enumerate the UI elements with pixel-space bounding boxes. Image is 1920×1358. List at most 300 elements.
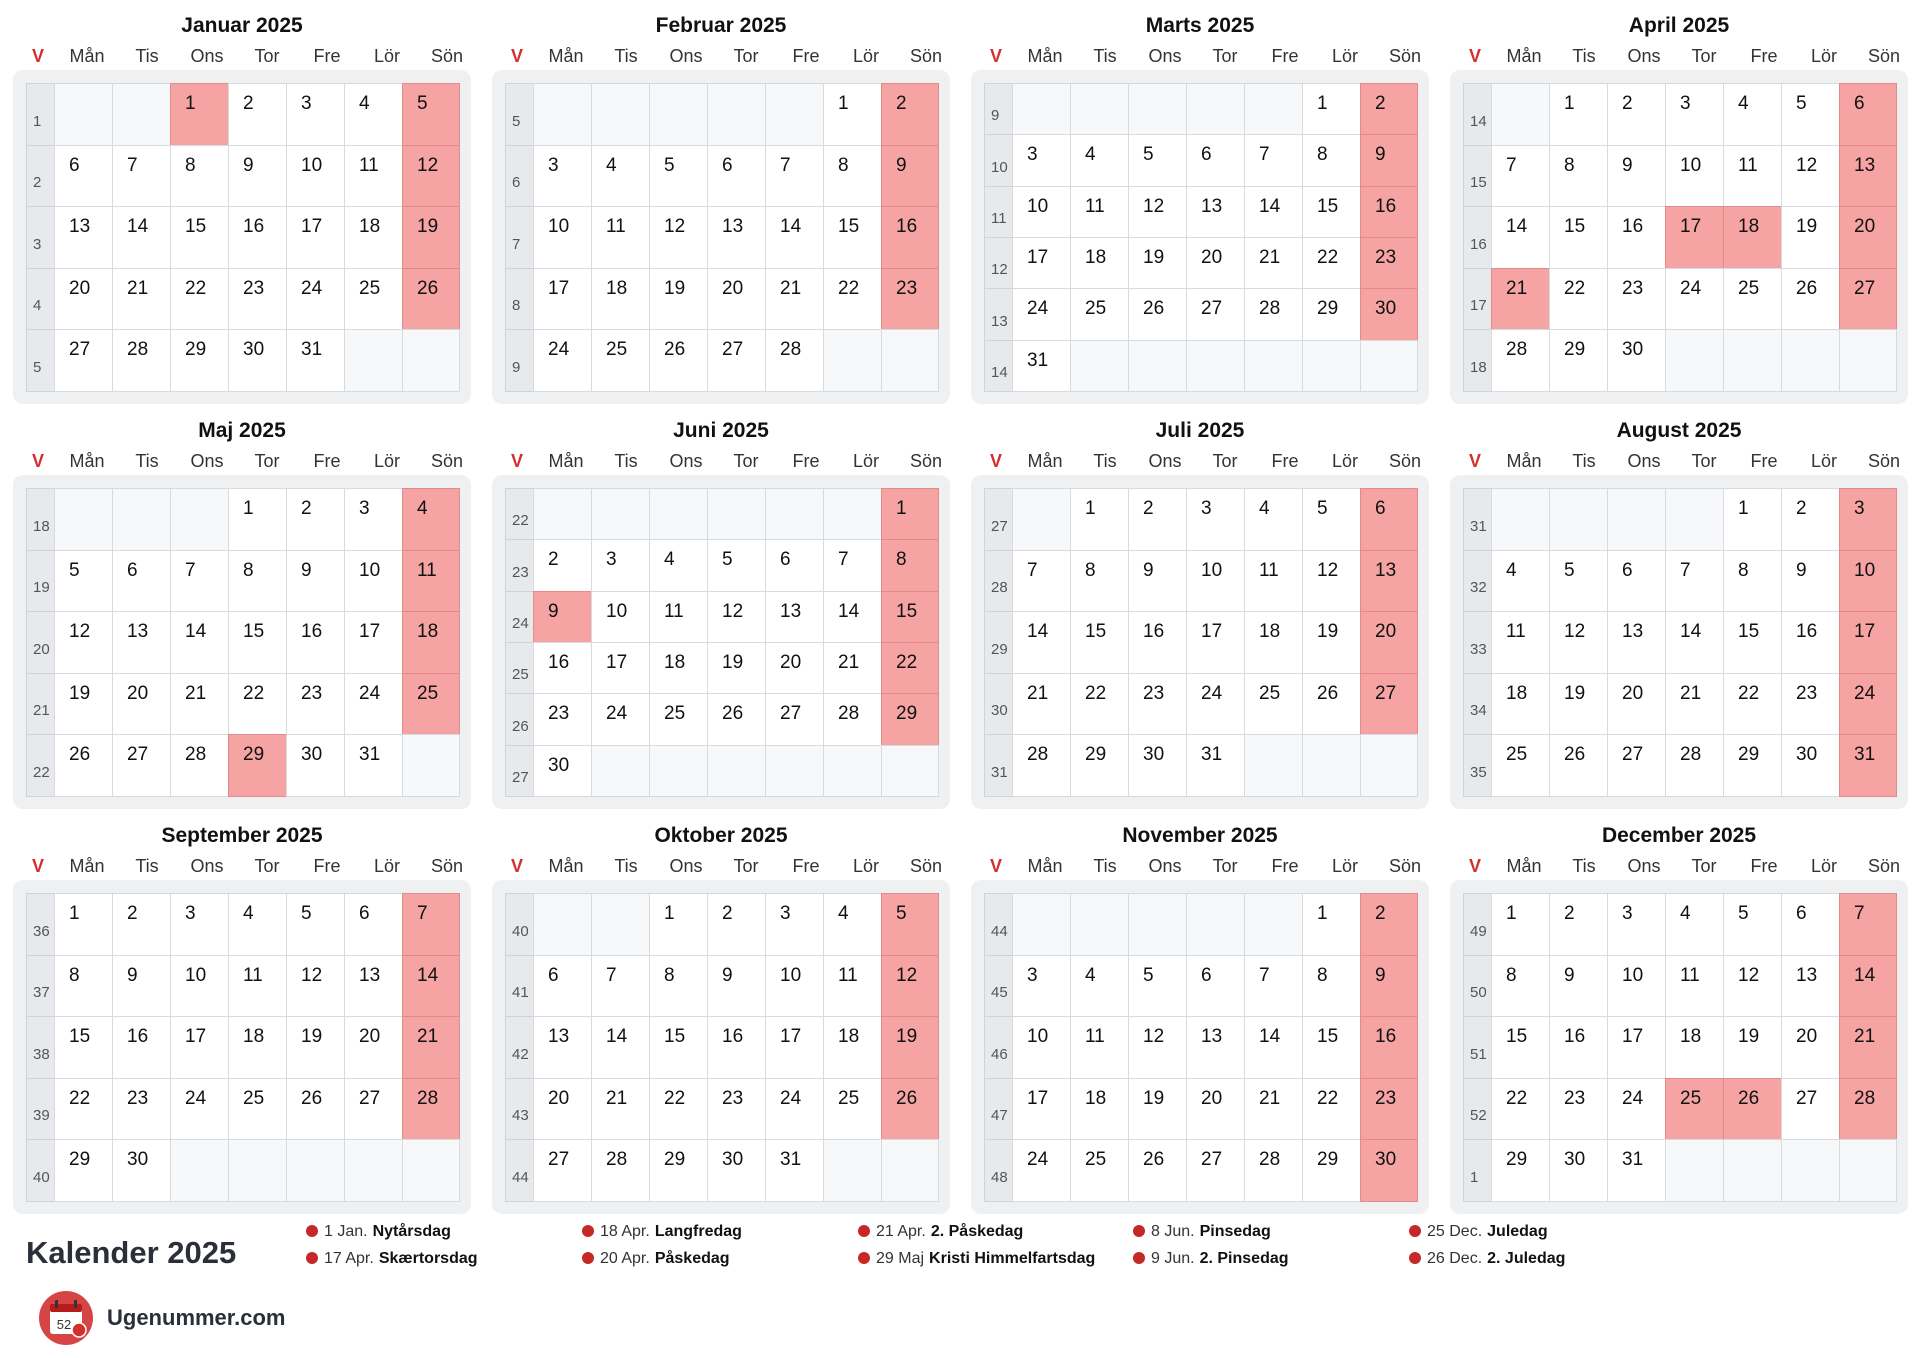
- day-cell[interactable]: [533, 539, 592, 592]
- day-cell[interactable]: [286, 206, 345, 269]
- sunday-cell[interactable]: [1360, 488, 1418, 551]
- day-cell[interactable]: [54, 673, 113, 735]
- day-cell[interactable]: [344, 268, 403, 330]
- day-cell[interactable]: [765, 539, 824, 592]
- day-cell[interactable]: [112, 673, 171, 735]
- day-cell[interactable]: [1723, 1016, 1782, 1079]
- day-cell[interactable]: [649, 145, 708, 207]
- day-cell[interactable]: [1302, 611, 1361, 674]
- day-cell[interactable]: [1012, 186, 1071, 238]
- day-cell[interactable]: [1186, 550, 1245, 612]
- day-cell[interactable]: [1665, 145, 1724, 207]
- day-cell[interactable]: [1128, 1139, 1187, 1202]
- day-cell[interactable]: [1128, 1016, 1187, 1079]
- sunday-cell[interactable]: [1360, 673, 1418, 735]
- day-cell[interactable]: [765, 893, 824, 956]
- day-cell[interactable]: [707, 591, 766, 643]
- day-cell[interactable]: [533, 1139, 592, 1202]
- day-cell[interactable]: [344, 145, 403, 207]
- day-cell[interactable]: [1070, 673, 1129, 735]
- day-cell[interactable]: [228, 955, 287, 1017]
- day-cell[interactable]: [228, 893, 287, 956]
- sunday-cell[interactable]: [402, 268, 460, 330]
- day-cell[interactable]: [1128, 186, 1187, 238]
- day-cell[interactable]: [286, 488, 345, 551]
- day-cell[interactable]: [1012, 1139, 1071, 1202]
- day-cell[interactable]: [1012, 734, 1071, 797]
- day-cell[interactable]: [1549, 550, 1608, 612]
- sunday-cell[interactable]: [1360, 83, 1418, 135]
- day-cell[interactable]: [112, 145, 171, 207]
- holiday-day-cell[interactable]: [1665, 206, 1724, 269]
- day-cell[interactable]: [228, 268, 287, 330]
- day-cell[interactable]: [112, 329, 171, 392]
- day-cell[interactable]: [1781, 488, 1840, 551]
- day-cell[interactable]: [228, 1016, 287, 1079]
- sunday-cell[interactable]: [881, 539, 939, 592]
- day-cell[interactable]: [1549, 955, 1608, 1017]
- day-cell[interactable]: [1244, 134, 1303, 187]
- day-cell[interactable]: [1302, 1078, 1361, 1140]
- day-cell[interactable]: [286, 893, 345, 956]
- day-cell[interactable]: [1491, 1078, 1550, 1140]
- day-cell[interactable]: [54, 1139, 113, 1202]
- day-cell[interactable]: [765, 1016, 824, 1079]
- sunday-cell[interactable]: [881, 955, 939, 1017]
- day-cell[interactable]: [1607, 550, 1666, 612]
- day-cell[interactable]: [649, 268, 708, 330]
- day-cell[interactable]: [1128, 955, 1187, 1017]
- day-cell[interactable]: [1302, 1016, 1361, 1079]
- sunday-cell[interactable]: [881, 488, 939, 540]
- day-cell[interactable]: [1302, 955, 1361, 1017]
- holiday-day-cell[interactable]: [533, 591, 592, 643]
- sunday-cell[interactable]: [1360, 955, 1418, 1017]
- day-cell[interactable]: [1723, 611, 1782, 674]
- day-cell[interactable]: [1607, 268, 1666, 330]
- sunday-cell[interactable]: [1839, 673, 1897, 735]
- day-cell[interactable]: [1781, 145, 1840, 207]
- day-cell[interactable]: [707, 539, 766, 592]
- day-cell[interactable]: [1070, 488, 1129, 551]
- day-cell[interactable]: [765, 1078, 824, 1140]
- day-cell[interactable]: [1244, 611, 1303, 674]
- day-cell[interactable]: [649, 1016, 708, 1079]
- day-cell[interactable]: [823, 1016, 882, 1079]
- day-cell[interactable]: [1723, 83, 1782, 146]
- day-cell[interactable]: [533, 329, 592, 392]
- day-cell[interactable]: [1128, 288, 1187, 341]
- day-cell[interactable]: [1186, 488, 1245, 551]
- day-cell[interactable]: [228, 329, 287, 392]
- day-cell[interactable]: [1491, 955, 1550, 1017]
- day-cell[interactable]: [1781, 268, 1840, 330]
- day-cell[interactable]: [1186, 288, 1245, 341]
- sunday-cell[interactable]: [402, 83, 460, 146]
- day-cell[interactable]: [1781, 1016, 1840, 1079]
- logo-text[interactable]: Ugenummer.com: [107, 1305, 286, 1330]
- day-cell[interactable]: [1781, 893, 1840, 956]
- day-cell[interactable]: [649, 591, 708, 643]
- day-cell[interactable]: [1491, 734, 1550, 797]
- day-cell[interactable]: [1607, 83, 1666, 146]
- day-cell[interactable]: [1302, 186, 1361, 238]
- day-cell[interactable]: [344, 893, 403, 956]
- day-cell[interactable]: [533, 745, 592, 797]
- day-cell[interactable]: [286, 550, 345, 612]
- day-cell[interactable]: [170, 268, 229, 330]
- day-cell[interactable]: [228, 488, 287, 551]
- day-cell[interactable]: [591, 591, 650, 643]
- sunday-cell[interactable]: [1839, 1078, 1897, 1140]
- day-cell[interactable]: [533, 145, 592, 207]
- holiday-day-cell[interactable]: [1723, 1078, 1782, 1140]
- day-cell[interactable]: [112, 1139, 171, 1202]
- day-cell[interactable]: [591, 642, 650, 694]
- day-cell[interactable]: [707, 693, 766, 746]
- day-cell[interactable]: [533, 268, 592, 330]
- day-cell[interactable]: [54, 1016, 113, 1079]
- day-cell[interactable]: [591, 268, 650, 330]
- sunday-cell[interactable]: [1360, 1078, 1418, 1140]
- day-cell[interactable]: [1549, 734, 1608, 797]
- day-cell[interactable]: [1665, 673, 1724, 735]
- day-cell[interactable]: [533, 1078, 592, 1140]
- day-cell[interactable]: [170, 206, 229, 269]
- day-cell[interactable]: [1302, 488, 1361, 551]
- day-cell[interactable]: [533, 955, 592, 1017]
- day-cell[interactable]: [1607, 955, 1666, 1017]
- day-cell[interactable]: [823, 145, 882, 207]
- day-cell[interactable]: [286, 734, 345, 797]
- day-cell[interactable]: [765, 642, 824, 694]
- sunday-cell[interactable]: [881, 642, 939, 694]
- day-cell[interactable]: [170, 145, 229, 207]
- sunday-cell[interactable]: [402, 611, 460, 674]
- day-cell[interactable]: [1491, 550, 1550, 612]
- day-cell[interactable]: [1070, 186, 1129, 238]
- day-cell[interactable]: [112, 955, 171, 1017]
- day-cell[interactable]: [1070, 237, 1129, 289]
- sunday-cell[interactable]: [1360, 550, 1418, 612]
- sunday-cell[interactable]: [402, 955, 460, 1017]
- day-cell[interactable]: [286, 611, 345, 674]
- day-cell[interactable]: [1128, 237, 1187, 289]
- day-cell[interactable]: [1607, 1139, 1666, 1202]
- day-cell[interactable]: [286, 145, 345, 207]
- day-cell[interactable]: [707, 893, 766, 956]
- day-cell[interactable]: [1607, 673, 1666, 735]
- sunday-cell[interactable]: [1839, 1016, 1897, 1079]
- day-cell[interactable]: [1186, 673, 1245, 735]
- day-cell[interactable]: [1302, 550, 1361, 612]
- day-cell[interactable]: [112, 734, 171, 797]
- day-cell[interactable]: [1665, 611, 1724, 674]
- day-cell[interactable]: [1302, 237, 1361, 289]
- holiday-day-cell[interactable]: [1723, 206, 1782, 269]
- day-cell[interactable]: [1128, 550, 1187, 612]
- sunday-cell[interactable]: [881, 206, 939, 269]
- sunday-cell[interactable]: [1839, 145, 1897, 207]
- sunday-cell[interactable]: [1360, 186, 1418, 238]
- day-cell[interactable]: [823, 955, 882, 1017]
- day-cell[interactable]: [1549, 145, 1608, 207]
- day-cell[interactable]: [286, 83, 345, 146]
- day-cell[interactable]: [649, 893, 708, 956]
- holiday-day-cell[interactable]: [1665, 1078, 1724, 1140]
- day-cell[interactable]: [170, 955, 229, 1017]
- day-cell[interactable]: [1302, 673, 1361, 735]
- day-cell[interactable]: [1607, 611, 1666, 674]
- sunday-cell[interactable]: [402, 206, 460, 269]
- sunday-cell[interactable]: [881, 1016, 939, 1079]
- day-cell[interactable]: [1665, 734, 1724, 797]
- day-cell[interactable]: [344, 611, 403, 674]
- sunday-cell[interactable]: [881, 83, 939, 146]
- day-cell[interactable]: [649, 539, 708, 592]
- day-cell[interactable]: [344, 955, 403, 1017]
- day-cell[interactable]: [1549, 893, 1608, 956]
- day-cell[interactable]: [765, 268, 824, 330]
- day-cell[interactable]: [1491, 145, 1550, 207]
- sunday-cell[interactable]: [1360, 134, 1418, 187]
- day-cell[interactable]: [533, 1016, 592, 1079]
- day-cell[interactable]: [765, 591, 824, 643]
- sunday-cell[interactable]: [881, 893, 939, 956]
- day-cell[interactable]: [1128, 488, 1187, 551]
- day-cell[interactable]: [1012, 1016, 1071, 1079]
- day-cell[interactable]: [823, 642, 882, 694]
- day-cell[interactable]: [228, 145, 287, 207]
- sunday-cell[interactable]: [402, 1078, 460, 1140]
- day-cell[interactable]: [1665, 1016, 1724, 1079]
- day-cell[interactable]: [1665, 955, 1724, 1017]
- day-cell[interactable]: [286, 329, 345, 392]
- day-cell[interactable]: [1607, 1078, 1666, 1140]
- day-cell[interactable]: [823, 83, 882, 146]
- day-cell[interactable]: [823, 693, 882, 746]
- day-cell[interactable]: [1607, 206, 1666, 269]
- day-cell[interactable]: [1723, 955, 1782, 1017]
- day-cell[interactable]: [1491, 1139, 1550, 1202]
- day-cell[interactable]: [1302, 134, 1361, 187]
- sunday-cell[interactable]: [881, 145, 939, 207]
- day-cell[interactable]: [54, 893, 113, 956]
- day-cell[interactable]: [707, 206, 766, 269]
- day-cell[interactable]: [1070, 1016, 1129, 1079]
- day-cell[interactable]: [1491, 673, 1550, 735]
- day-cell[interactable]: [1723, 145, 1782, 207]
- day-cell[interactable]: [649, 955, 708, 1017]
- sunday-cell[interactable]: [1839, 893, 1897, 956]
- day-cell[interactable]: [1244, 186, 1303, 238]
- day-cell[interactable]: [1070, 134, 1129, 187]
- day-cell[interactable]: [823, 268, 882, 330]
- day-cell[interactable]: [1244, 673, 1303, 735]
- day-cell[interactable]: [707, 1016, 766, 1079]
- day-cell[interactable]: [1607, 1016, 1666, 1079]
- sunday-cell[interactable]: [402, 673, 460, 735]
- day-cell[interactable]: [765, 693, 824, 746]
- day-cell[interactable]: [649, 693, 708, 746]
- sunday-cell[interactable]: [402, 1016, 460, 1079]
- day-cell[interactable]: [54, 268, 113, 330]
- day-cell[interactable]: [170, 329, 229, 392]
- day-cell[interactable]: [228, 83, 287, 146]
- day-cell[interactable]: [823, 1078, 882, 1140]
- day-cell[interactable]: [286, 268, 345, 330]
- day-cell[interactable]: [112, 1016, 171, 1079]
- day-cell[interactable]: [1186, 611, 1245, 674]
- day-cell[interactable]: [1302, 1139, 1361, 1202]
- day-cell[interactable]: [823, 539, 882, 592]
- holiday-day-cell[interactable]: [170, 83, 229, 146]
- day-cell[interactable]: [1128, 611, 1187, 674]
- day-cell[interactable]: [344, 1016, 403, 1079]
- day-cell[interactable]: [1244, 1078, 1303, 1140]
- day-cell[interactable]: [1302, 893, 1361, 956]
- day-cell[interactable]: [1491, 206, 1550, 269]
- day-cell[interactable]: [707, 1078, 766, 1140]
- day-cell[interactable]: [591, 539, 650, 592]
- day-cell[interactable]: [1723, 488, 1782, 551]
- day-cell[interactable]: [649, 329, 708, 392]
- day-cell[interactable]: [170, 673, 229, 735]
- day-cell[interactable]: [344, 206, 403, 269]
- sunday-cell[interactable]: [1360, 1139, 1418, 1202]
- sunday-cell[interactable]: [881, 268, 939, 330]
- day-cell[interactable]: [823, 206, 882, 269]
- day-cell[interactable]: [1012, 340, 1071, 392]
- sunday-cell[interactable]: [1839, 488, 1897, 551]
- day-cell[interactable]: [344, 673, 403, 735]
- day-cell[interactable]: [54, 206, 113, 269]
- day-cell[interactable]: [1723, 673, 1782, 735]
- day-cell[interactable]: [1781, 1078, 1840, 1140]
- day-cell[interactable]: [707, 642, 766, 694]
- sunday-cell[interactable]: [1360, 611, 1418, 674]
- day-cell[interactable]: [1607, 329, 1666, 392]
- day-cell[interactable]: [707, 955, 766, 1017]
- day-cell[interactable]: [1665, 893, 1724, 956]
- day-cell[interactable]: [1186, 134, 1245, 187]
- day-cell[interactable]: [170, 734, 229, 797]
- day-cell[interactable]: [1012, 955, 1071, 1017]
- day-cell[interactable]: [1665, 83, 1724, 146]
- day-cell[interactable]: [344, 488, 403, 551]
- day-cell[interactable]: [1781, 734, 1840, 797]
- day-cell[interactable]: [533, 206, 592, 269]
- sunday-cell[interactable]: [881, 1078, 939, 1140]
- day-cell[interactable]: [591, 329, 650, 392]
- day-cell[interactable]: [591, 693, 650, 746]
- day-cell[interactable]: [1665, 268, 1724, 330]
- sunday-cell[interactable]: [1839, 611, 1897, 674]
- day-cell[interactable]: [1012, 673, 1071, 735]
- day-cell[interactable]: [1723, 893, 1782, 956]
- day-cell[interactable]: [228, 611, 287, 674]
- day-cell[interactable]: [112, 268, 171, 330]
- day-cell[interactable]: [1070, 955, 1129, 1017]
- day-cell[interactable]: [1607, 145, 1666, 207]
- day-cell[interactable]: [823, 591, 882, 643]
- day-cell[interactable]: [649, 642, 708, 694]
- day-cell[interactable]: [112, 206, 171, 269]
- day-cell[interactable]: [344, 734, 403, 797]
- day-cell[interactable]: [1244, 1016, 1303, 1079]
- day-cell[interactable]: [1244, 1139, 1303, 1202]
- day-cell[interactable]: [1549, 1139, 1608, 1202]
- sunday-cell[interactable]: [1839, 83, 1897, 146]
- day-cell[interactable]: [286, 673, 345, 735]
- day-cell[interactable]: [228, 206, 287, 269]
- holiday-day-cell[interactable]: [228, 734, 287, 797]
- day-cell[interactable]: [707, 268, 766, 330]
- day-cell[interactable]: [344, 1078, 403, 1140]
- day-cell[interactable]: [1607, 734, 1666, 797]
- day-cell[interactable]: [1244, 288, 1303, 341]
- day-cell[interactable]: [1012, 288, 1071, 341]
- sunday-cell[interactable]: [1839, 734, 1897, 797]
- day-cell[interactable]: [707, 329, 766, 392]
- day-cell[interactable]: [1128, 673, 1187, 735]
- day-cell[interactable]: [1549, 329, 1608, 392]
- day-cell[interactable]: [1723, 734, 1782, 797]
- day-cell[interactable]: [1549, 1078, 1608, 1140]
- day-cell[interactable]: [1491, 611, 1550, 674]
- day-cell[interactable]: [707, 145, 766, 207]
- day-cell[interactable]: [765, 955, 824, 1017]
- day-cell[interactable]: [1012, 134, 1071, 187]
- sunday-cell[interactable]: [1360, 288, 1418, 341]
- day-cell[interactable]: [1012, 611, 1071, 674]
- day-cell[interactable]: [765, 145, 824, 207]
- sunday-cell[interactable]: [402, 488, 460, 551]
- day-cell[interactable]: [1781, 673, 1840, 735]
- day-cell[interactable]: [591, 145, 650, 207]
- day-cell[interactable]: [1070, 550, 1129, 612]
- day-cell[interactable]: [170, 611, 229, 674]
- day-cell[interactable]: [54, 329, 113, 392]
- day-cell[interactable]: [1186, 1078, 1245, 1140]
- day-cell[interactable]: [1781, 955, 1840, 1017]
- day-cell[interactable]: [649, 206, 708, 269]
- day-cell[interactable]: [1070, 1139, 1129, 1202]
- day-cell[interactable]: [344, 550, 403, 612]
- day-cell[interactable]: [823, 893, 882, 956]
- day-cell[interactable]: [1665, 550, 1724, 612]
- day-cell[interactable]: [1549, 611, 1608, 674]
- sunday-cell[interactable]: [881, 591, 939, 643]
- day-cell[interactable]: [228, 673, 287, 735]
- sunday-cell[interactable]: [1839, 550, 1897, 612]
- day-cell[interactable]: [170, 550, 229, 612]
- day-cell[interactable]: [1070, 734, 1129, 797]
- day-cell[interactable]: [1128, 1078, 1187, 1140]
- day-cell[interactable]: [707, 1139, 766, 1202]
- day-cell[interactable]: [112, 550, 171, 612]
- day-cell[interactable]: [591, 1139, 650, 1202]
- day-cell[interactable]: [1070, 611, 1129, 674]
- day-cell[interactable]: [112, 611, 171, 674]
- day-cell[interactable]: [112, 1078, 171, 1140]
- day-cell[interactable]: [54, 955, 113, 1017]
- day-cell[interactable]: [1302, 288, 1361, 341]
- day-cell[interactable]: [1244, 550, 1303, 612]
- day-cell[interactable]: [1012, 1078, 1071, 1140]
- sunday-cell[interactable]: [402, 550, 460, 612]
- day-cell[interactable]: [1723, 550, 1782, 612]
